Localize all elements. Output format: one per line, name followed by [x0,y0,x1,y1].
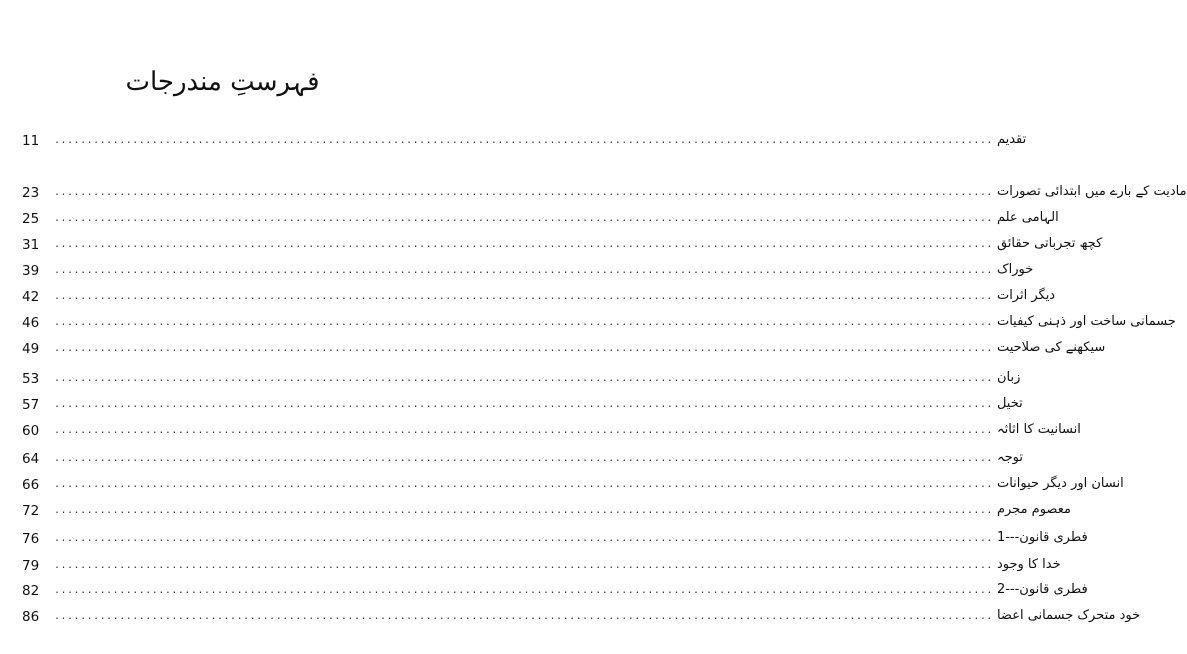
toc-entry-title: دیگر اثرات [996,288,1056,303]
dot-leader: ................................................................................................................................................ [54,265,993,276]
toc-entry[interactable] [22,553,1061,575]
toc-entry-title: الہامی علم [996,210,1059,225]
toc-entry[interactable] [22,604,1141,626]
toc-page-number: 86 [22,609,40,625]
page-title: فہرستِ مندرجات [125,67,320,97]
toc-page-number: 72 [22,503,40,519]
toc-page-number: 76 [22,531,40,547]
toc-entry[interactable] [22,232,1103,254]
toc-entry-title: فطری قانون---1 [996,530,1088,545]
dot-leader: ................................................................................................................................................ [54,239,993,250]
toc-page-number: 31 [22,237,40,253]
toc-page-number: 57 [22,397,40,413]
toc-page-number: 42 [22,289,40,305]
toc-entry-title: انسان اور دیگر حیوانات [996,476,1124,491]
toc-entry-title: سیکھنے کی صلاحیت [996,340,1106,355]
toc-entry-title: خود متحرک جسمانی اعضا [996,608,1141,623]
toc-page-number: 39 [22,263,40,279]
dot-leader: ................................................................................................................................................ [54,560,993,571]
toc-page-number: 66 [22,477,40,493]
toc-entry[interactable] [22,310,1176,332]
dot-leader: ................................................................................................................................................ [54,291,993,302]
toc-entry[interactable] [22,284,1056,306]
dot-leader: ................................................................................................................................................ [54,317,993,328]
toc-page-number: 60 [22,423,40,439]
toc-page-number: 64 [22,451,40,467]
table-of-contents [22,0,1187,654]
toc-entry[interactable] [22,336,1106,358]
toc-entry[interactable] [22,258,1034,280]
dot-leader: ................................................................................................................................................ [54,453,993,464]
toc-entry[interactable] [22,446,1023,468]
toc-page-number: 79 [22,558,40,574]
toc-page-number: 23 [22,185,40,201]
toc-page-number: 82 [22,583,40,599]
toc-entry-title: توجہ [996,450,1023,465]
toc-entry[interactable] [22,472,1124,494]
toc-entry[interactable] [22,526,1088,548]
toc-page-number: 11 [22,133,40,149]
toc-page-number: 49 [22,341,40,357]
toc-entry[interactable] [22,392,1023,414]
toc-entry-title: تقدیم [996,132,1027,147]
dot-leader: ................................................................................................................................................ [54,479,993,490]
dot-leader: ................................................................................................................................................ [54,343,993,354]
toc-entry-title: مادیت کے بارے میں ابتدائی تصورات [996,184,1187,199]
dot-leader: ................................................................................................................................................ [54,505,993,516]
dot-leader: ................................................................................................................................................ [54,399,993,410]
toc-entry[interactable] [22,578,1088,600]
dot-leader: ................................................................................................................................................ [54,611,993,622]
toc-entry-title: فطری قانون---2 [996,582,1088,597]
dot-leader: ................................................................................................................................................ [54,373,993,384]
dot-leader: ................................................................................................................................................ [54,585,993,596]
toc-entry-title: معصوم مجرم [996,502,1071,517]
toc-entry-title: کچھ تجرباتی حقائق [996,236,1103,251]
toc-page-number: 53 [22,371,40,387]
toc-page-number: 46 [22,315,40,331]
toc-entry[interactable] [22,206,1059,228]
toc-entry-title: جسمانی ساخت اور ذہنی کیفیات [996,314,1176,329]
toc-entry-title: خوراک [996,262,1034,277]
dot-leader: ................................................................................................................................................ [54,135,993,146]
toc-entry[interactable] [22,128,1027,150]
toc-entry[interactable] [22,180,1187,202]
dot-leader: ................................................................................................................................................ [54,213,993,224]
toc-entry[interactable] [22,366,1021,388]
dot-leader: ................................................................................................................................................ [54,187,993,198]
toc-entry[interactable] [22,418,1081,440]
toc-entry-title: انسانیت کا اثاثہ [996,422,1081,437]
toc-entry[interactable] [22,498,1071,520]
toc-entry-title: زبان [996,370,1021,385]
dot-leader: ................................................................................................................................................ [54,533,993,544]
toc-entry-title: خدا کا وجود [996,557,1061,572]
toc-page-number: 25 [22,211,40,227]
dot-leader: ................................................................................................................................................ [54,425,993,436]
toc-entry-title: تخیل [996,396,1023,411]
